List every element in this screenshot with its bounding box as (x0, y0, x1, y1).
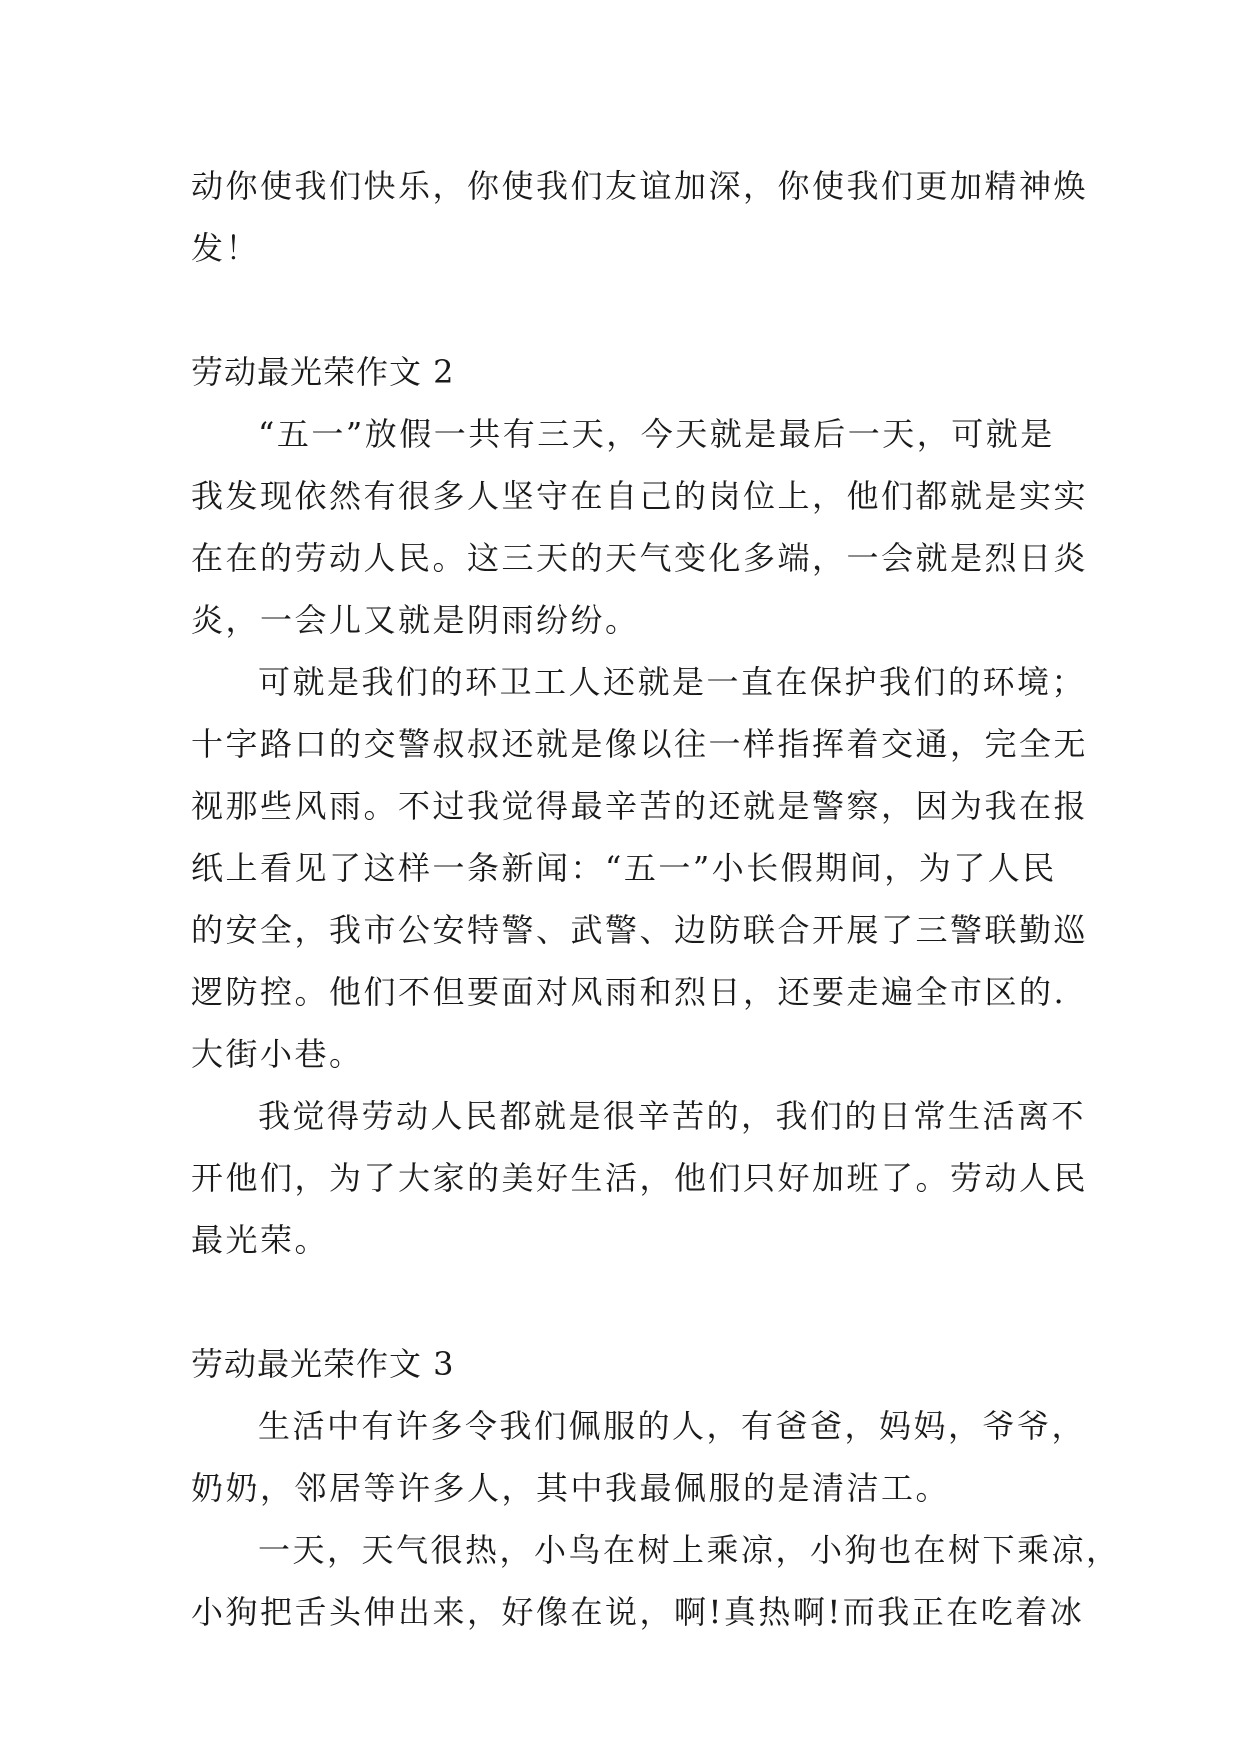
text-line: 最光荣。 (191, 1221, 330, 1259)
essay-2-paragraph-1 (191, 403, 1089, 651)
text-line: 一天，天气很热，小鸟在树上乘凉，小狗也在树下乘凉， (258, 1531, 1121, 1569)
paragraph-intro-tail (191, 155, 1089, 279)
text-line: 在在的劳动人民。这三天的天气变化多端，一会就是烈日炎 (191, 539, 1089, 577)
text-line: “五一”放假一共有三天，今天就是最后一天，可就是 (258, 415, 1055, 453)
text-line: 的安全，我市公安特警、武警、边防联合开展了三警联勤巡 (191, 911, 1089, 949)
spacer (191, 279, 1051, 341)
text-line: 我发现依然有很多人坚守在自己的岗位上，他们都就是实实 (191, 477, 1089, 515)
text-line: 纸上看见了这样一条新闻：“五一”小长假期间，为了人民 (191, 849, 1057, 887)
text-line: 十字路口的交警叔叔还就是像以往一样指挥着交通，完全无 (191, 725, 1089, 763)
essay-3-paragraph-1 (191, 1395, 1087, 1519)
essay-2-title: 劳动最光荣作文 2 (191, 353, 455, 391)
text-line: 生活中有许多令我们佩服的人，有爸爸，妈妈，爷爷， (258, 1407, 1087, 1445)
text-line: 小狗把舌头伸出来，好像在说，啊!真热啊!而我正在吃着冰 (191, 1593, 1085, 1631)
essay-3-title: 劳动最光荣作文 3 (191, 1345, 455, 1383)
text-line: 发！ (191, 229, 261, 267)
text-line: 逻防控。他们不但要面对风雨和烈日，还要走遍全市区的. (191, 973, 1067, 1011)
text-line: 奶奶，邻居等许多人，其中我最佩服的是清洁工。 (191, 1469, 951, 1507)
essay-3-paragraph-2 (191, 1519, 1121, 1643)
text-line: 我觉得劳动人民都就是很辛苦的，我们的日常生活离不 (258, 1097, 1087, 1135)
document-page (191, 155, 1121, 1643)
text-line: 视那些风雨。不过我觉得最辛苦的还就是警察，因为我在报 (191, 787, 1089, 825)
text-line: 可就是我们的环卫工人还就是一直在保护我们的环境； (258, 663, 1087, 701)
text-line: 炎，一会儿又就是阴雨纷纷。 (191, 601, 640, 639)
text-line: 大街小巷。 (191, 1035, 364, 1073)
text-line: 动你使我们快乐，你使我们友谊加深，你使我们更加精神焕 (191, 167, 1089, 205)
text-line: 开他们，为了大家的美好生活，他们只好加班了。劳动人民 (191, 1159, 1089, 1197)
spacer (191, 1271, 1051, 1333)
essay-2-paragraph-2 (191, 651, 1089, 1085)
essay-2-paragraph-3 (191, 1085, 1089, 1271)
